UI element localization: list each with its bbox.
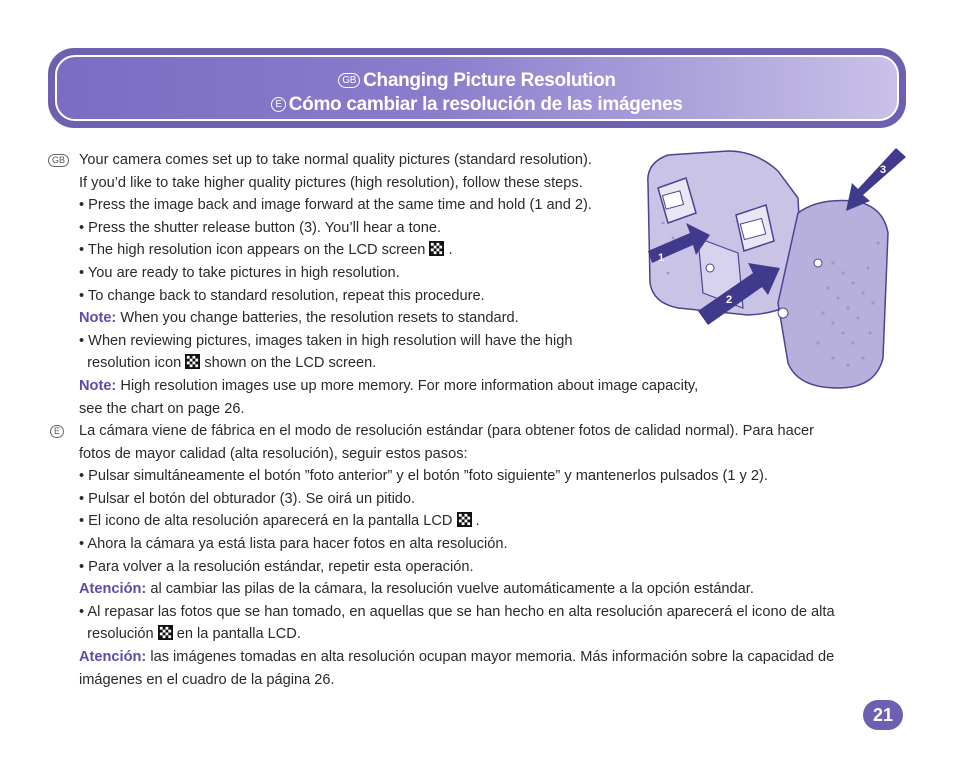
es-note-2-text: las imágenes tomadas en alta resolución ocupan mayor memoria. Más información sobre la capacidad de: [146, 648, 835, 665]
camera-button: [778, 308, 788, 318]
section-badge-gb: GB: [48, 154, 69, 167]
gb-step-4: • You are ready to take pictures in high resolution.: [79, 264, 400, 281]
title-spanish-text: Cómo cambiar la resolución de las imágenes: [288, 94, 683, 115]
language-badge-e: E: [271, 97, 285, 112]
gb-note-1-label: Note:: [79, 310, 117, 327]
section-badge-e: E: [50, 425, 64, 438]
title-spanish: [57, 94, 897, 116]
es-note-1-text: al cambiar las pilas de la cámara, la resolución vuelve automáticamente a la opción estándar.: [146, 581, 754, 598]
es-note-2-label: Atención:: [79, 648, 147, 665]
gb-step-3: [79, 239, 698, 262]
language-badge-gb: GB: [338, 73, 360, 88]
es-note-2-line-2: imágenes en el cuadro de la página 26.: [79, 671, 335, 688]
camera-illustration: [638, 143, 908, 393]
high-resolution-icon: [429, 241, 444, 256]
page-number: 21: [863, 700, 903, 730]
gb-note-2-label: Note:: [79, 377, 117, 394]
arrow-2-label: 2: [726, 294, 733, 306]
gb-note-2-text: High resolution images use up more memory. For more information about image capacity,: [116, 377, 699, 394]
gb-step-3-end: .: [448, 242, 453, 259]
es-step-2: • Pulsar el botón del obturador (3). Se oirá un pitido.: [79, 490, 416, 507]
english-instructions: [79, 149, 698, 420]
gb-intro-line-2: If you’d like to take higher quality pictures (high resolution), follow these steps.: [79, 174, 583, 191]
gb-step-3-text: • The high resolution icon appears on the LCD screen: [79, 242, 426, 259]
gb-step-2: • Press the shutter release button (3). You’ll hear a tone.: [79, 219, 442, 236]
es-intro-line-2: fotos de mayor calidad (alta resolución), seguir estos pasos:: [79, 445, 468, 462]
gb-step-1: • Press the image back and image forward at the same time and hold (1 and 2).: [79, 197, 592, 214]
es-review-line-1: • Al repasar las fotos que se han tomado, en aquellas que se han hecho en alta resolución aparecerá el icono de alta: [79, 603, 835, 620]
gb-step-5: • To change back to standard resolution, repeat this procedure.: [79, 287, 485, 304]
gb-review-line-1: • When reviewing pictures, images taken in high resolution will have the high: [79, 332, 573, 349]
camera-button: [814, 259, 822, 267]
gb-review-line-2b: shown on the LCD screen.: [200, 355, 377, 372]
es-note-1-label: Atención:: [79, 581, 147, 598]
high-resolution-icon: [457, 512, 472, 527]
spanish-instructions: [79, 420, 835, 691]
camera-grip: [778, 201, 888, 389]
high-resolution-icon: [158, 625, 173, 640]
es-review-line-2b: en la pantalla LCD.: [172, 626, 301, 643]
es-note-2-line-1: [79, 646, 835, 669]
gb-note-1: [79, 307, 698, 330]
high-resolution-icon: [185, 354, 200, 369]
es-note-1: [79, 578, 835, 601]
title-banner-inner: [55, 55, 899, 121]
es-step-3-end: .: [475, 513, 480, 530]
gb-intro-line-1: Your camera comes set up to take normal quality pictures (standard resolution).: [79, 152, 592, 168]
title-english-text: Changing Picture Resolution: [363, 70, 616, 91]
es-step-4: • Ahora la cámara ya está lista para hacer fotos en alta resolución.: [79, 535, 508, 552]
gb-review-line-2: [79, 352, 698, 375]
es-review-line-2a: resolución: [87, 626, 154, 643]
es-step-1: • Pulsar simultáneamente el botón ”foto anterior” y el botón ”foto siguiente” y mantenerlos pulsados (1 y 2).: [79, 468, 768, 485]
arrow-3-label: 3: [880, 164, 887, 176]
arrow-1-label: 1: [658, 252, 665, 264]
arrow-3: [846, 148, 906, 211]
title-english: [57, 70, 897, 92]
es-review-line-2: [79, 623, 835, 646]
gb-note-2-line-2: see the chart on page 26.: [79, 400, 245, 417]
es-step-5: • Para volver a la resolución estándar, repetir esta operación.: [79, 558, 474, 575]
gb-note-2-line-1: [79, 375, 698, 398]
es-step-3: [79, 510, 835, 533]
es-step-3-text: • El icono de alta resolución aparecerá en la pantalla LCD: [79, 513, 453, 530]
gb-note-1-text: When you change batteries, the resolution resets to standard.: [116, 310, 519, 327]
camera-button: [706, 264, 714, 272]
gb-review-line-2a: resolution icon: [87, 355, 182, 372]
title-banner: [48, 48, 906, 128]
es-intro-line-1: La cámara viene de fábrica en el modo de resolución estándar (para obtener fotos de calidad normal). Para hacer: [79, 423, 814, 439]
